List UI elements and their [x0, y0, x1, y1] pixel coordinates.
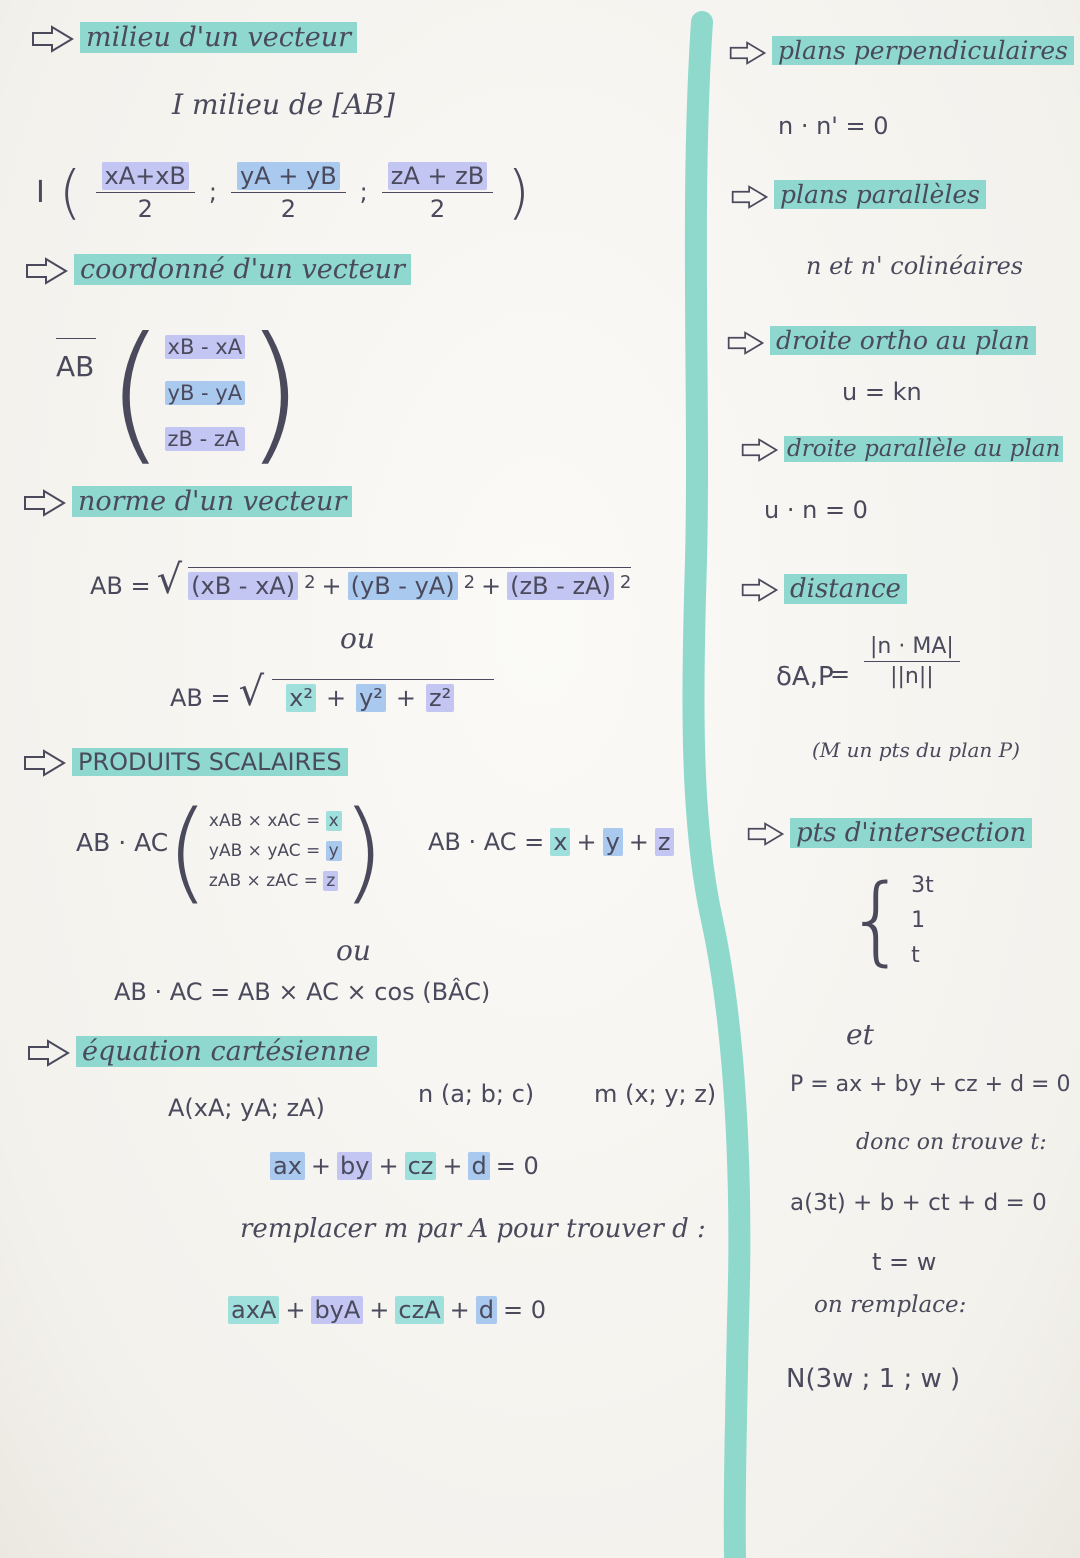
d-equation — [228, 1296, 546, 1324]
parallel-eq: n et n' colinéaires — [806, 252, 1024, 280]
ou-1: ou — [340, 622, 375, 655]
distance-note: (M un pts du plan P) — [812, 738, 1020, 762]
plus: + — [321, 572, 342, 600]
hand-drawn-arrow-icon — [740, 577, 780, 603]
ortho-eq: u = kn — [842, 378, 922, 406]
term-d: d — [468, 1152, 489, 1180]
perp-eq: n · n' = 0 — [778, 112, 889, 140]
system-z: t — [911, 942, 920, 968]
term-ax: ax — [270, 1152, 305, 1180]
parallel-title: plans parallèles — [774, 180, 986, 209]
normal-vector: n (a; b; c) — [418, 1080, 535, 1108]
point-n: N(3w ; 1 ; w ) — [786, 1364, 961, 1394]
ortho-title: droite ortho au plan — [770, 326, 1036, 355]
norme-heading — [22, 486, 352, 518]
coord-y: yB - yA — [165, 381, 246, 405]
z-frac-num: zA + zB — [388, 162, 487, 190]
term-x: (xB - xA) — [188, 572, 298, 600]
plus: + — [481, 572, 502, 600]
plus: + — [628, 828, 649, 856]
term-z: (zB - zA) — [507, 572, 614, 600]
distance-frac — [864, 634, 960, 689]
sum-y: y — [603, 828, 623, 856]
norme-formula-1 — [90, 557, 632, 603]
distance-lhs: δA,P — [776, 662, 834, 692]
y-fraction — [231, 162, 346, 223]
plane-equation: P = ax + by + cz + d = 0 — [790, 1072, 1071, 1097]
scalar-components — [166, 787, 385, 915]
exp: 2 — [619, 572, 632, 593]
term-bya: byA — [311, 1296, 363, 1324]
paren-open: ( — [106, 306, 165, 480]
paren-open: ( — [166, 787, 209, 915]
separator: ; — [359, 178, 368, 206]
system-x: 3t — [911, 872, 934, 898]
term-axa: axA — [228, 1296, 279, 1324]
plus: + — [449, 1296, 470, 1324]
equation-title: équation cartésienne — [76, 1036, 377, 1067]
point-m: m (x; y; z) — [594, 1080, 717, 1108]
row-z-result: z — [323, 871, 338, 891]
hand-drawn-arrow-icon — [726, 330, 766, 356]
x-squared: x² — [286, 684, 316, 712]
term-d: d — [476, 1296, 497, 1324]
milieu-formula — [36, 158, 530, 226]
distance-title: distance — [784, 574, 907, 604]
system-column — [911, 873, 934, 968]
hand-drawn-arrow-icon — [24, 256, 70, 286]
paren-open: ( — [58, 158, 82, 226]
replace-instruction: remplacer m par A pour trouver d : — [240, 1214, 706, 1244]
plus: + — [378, 1152, 399, 1180]
sum-lhs: AB · AC = — [428, 828, 545, 856]
vector-arrow — [56, 338, 96, 341]
ortho-heading — [726, 326, 1036, 356]
paren-close: ) — [341, 787, 385, 915]
distance-den: ||n|| — [890, 664, 934, 689]
donc-text: donc on trouve t: — [856, 1130, 1047, 1155]
perp-heading — [728, 36, 1074, 66]
t-equals-w: t = w — [872, 1248, 937, 1276]
plus: + — [395, 684, 416, 712]
row-z-expr: zAB × zAC = — [208, 871, 318, 891]
droite-parallele-title: droite parallèle au plan — [784, 436, 1063, 462]
plus: + — [285, 1296, 306, 1324]
distance-equals: = — [830, 660, 851, 688]
term-cza: czA — [395, 1296, 443, 1324]
coord-x: xB - xA — [165, 335, 246, 359]
milieu-subtitle: I milieu de [AB] — [172, 88, 395, 121]
hand-drawn-arrow-icon — [730, 184, 770, 210]
equals-zero: = 0 — [495, 1152, 539, 1180]
cos-formula: AB · AC = AB × AC × cos (BÂC) — [114, 978, 491, 1006]
parametric-system — [846, 864, 934, 976]
row-x-result: x — [326, 811, 342, 831]
sqrt-sign: √ — [156, 557, 183, 603]
hand-drawn-arrow-icon — [30, 24, 76, 54]
ou-2: ou — [336, 934, 371, 967]
point-a: A(xA; yA; zA) — [168, 1094, 325, 1122]
exp: 2 — [463, 572, 476, 593]
replace-text: on remplace: — [814, 1292, 967, 1318]
component-column — [209, 811, 342, 891]
equation-heading — [26, 1036, 377, 1068]
hand-drawn-arrow-icon — [746, 821, 786, 847]
z-fraction — [382, 162, 493, 223]
distance-heading — [740, 574, 907, 604]
milieu-title: milieu d'un vecteur — [80, 22, 357, 53]
sqrt-content — [188, 567, 631, 600]
et-label: et — [846, 1018, 874, 1051]
intersection-title: pts d'intersection — [790, 818, 1032, 848]
plus: + — [325, 684, 347, 712]
term-y: (yB - yA) — [348, 572, 458, 600]
plus: + — [576, 828, 597, 856]
system-y: 1 — [911, 907, 926, 933]
norme-lhs: AB = — [170, 684, 231, 712]
norme-title: norme d'un vecteur — [72, 486, 352, 517]
milieu-heading — [30, 22, 357, 54]
z-frac-den: 2 — [429, 194, 446, 223]
row-x-expr: xAB × xAC = — [208, 811, 321, 831]
hand-drawn-arrow-icon — [26, 1038, 72, 1068]
term-by: by — [337, 1152, 372, 1180]
paren-close: ) — [507, 158, 530, 226]
sqrt-sign: √ — [238, 669, 265, 715]
distance-num: |n · MA| — [864, 634, 960, 662]
row-z — [209, 871, 342, 891]
row-y — [209, 841, 342, 861]
hand-drawn-arrow-icon — [740, 437, 780, 463]
y-frac-num: yA + yB — [237, 162, 340, 190]
parallel-heading — [730, 180, 986, 210]
point-label: I — [36, 174, 45, 210]
droite-parallele-eq: u · n = 0 — [764, 496, 868, 524]
substitution: a(3t) + b + ct + d = 0 — [790, 1190, 1047, 1216]
produits-heading — [22, 748, 348, 778]
scalar-sum — [428, 828, 674, 856]
cartesian-equation — [270, 1152, 539, 1180]
hand-drawn-arrow-icon — [728, 40, 768, 66]
row-y-expr: yAB × yAC = — [208, 841, 321, 861]
droite-parallele-heading — [740, 436, 1063, 463]
coord-vector — [106, 306, 304, 480]
plus: + — [310, 1152, 332, 1180]
coordonnee-heading — [24, 254, 411, 286]
perp-title: plans perpendiculaires — [772, 36, 1074, 65]
hand-drawn-arrow-icon — [22, 488, 68, 518]
y-frac-den: 2 — [280, 194, 296, 223]
z-squared: z² — [426, 684, 454, 712]
norme-lhs: AB = — [90, 572, 151, 600]
sum-x: x — [550, 828, 570, 856]
coord-z: zB - zA — [165, 427, 246, 451]
vector-ab-label: AB — [56, 350, 95, 383]
row-y-result: y — [326, 841, 342, 861]
paren-close: ) — [245, 306, 304, 480]
coordonnee-title: coordonné d'un vecteur — [74, 254, 411, 285]
equals-zero: = 0 — [502, 1296, 546, 1324]
x-frac-num: xA+xB — [102, 162, 189, 190]
x-frac-den: 2 — [137, 194, 153, 223]
norme-formula-2 — [170, 669, 494, 715]
x-fraction — [96, 162, 195, 223]
term-cz: cz — [405, 1152, 437, 1180]
sqrt-content — [272, 679, 494, 712]
hand-drawn-arrow-icon — [22, 748, 68, 778]
plus: + — [442, 1152, 463, 1180]
produits-title: PRODUITS SCALAIRES — [72, 748, 348, 776]
y-squared: y² — [356, 684, 386, 712]
plus: + — [369, 1296, 390, 1324]
row-x — [209, 811, 342, 831]
ab-ac-lhs: AB · AC — [76, 828, 169, 857]
coord-column — [165, 335, 246, 451]
intersection-heading — [746, 818, 1032, 848]
exp: 2 — [304, 572, 316, 593]
distance-fraction — [864, 634, 960, 689]
separator: ; — [208, 178, 217, 206]
sum-z: z — [655, 828, 674, 856]
brace-icon: { — [846, 864, 908, 976]
